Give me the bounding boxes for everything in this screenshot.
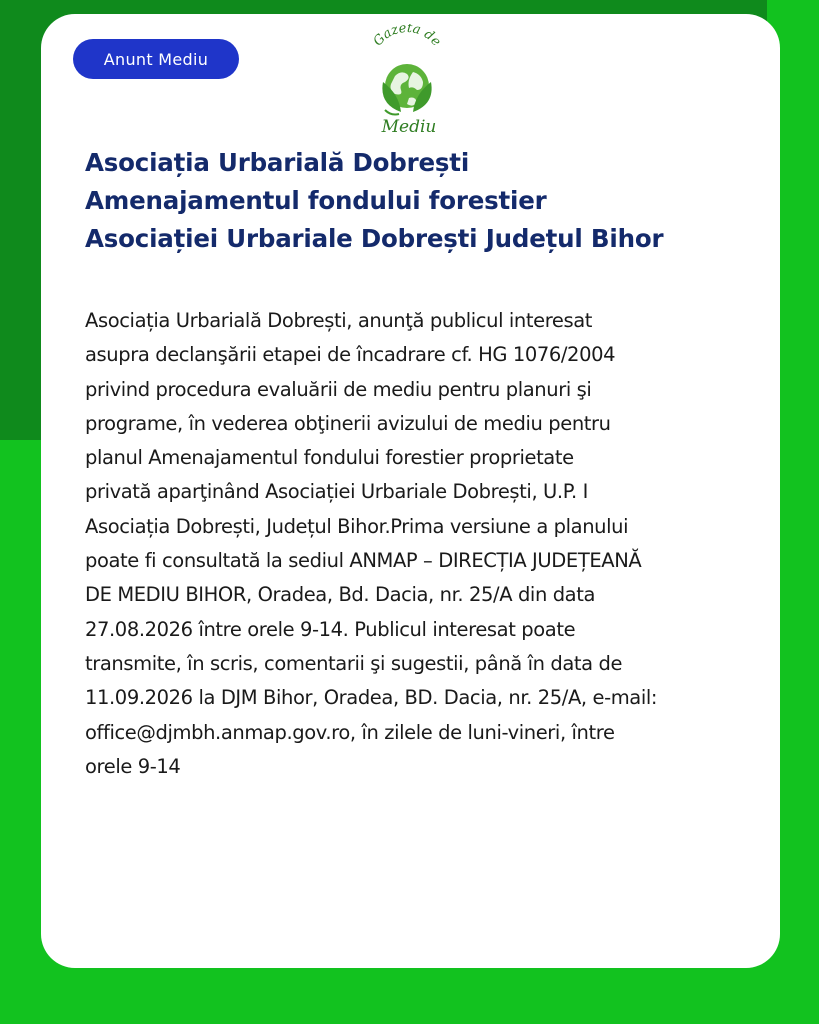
announcement-body (85, 304, 765, 784)
body-line: office@djmbh.anmap.gov.ro, în zilele de luni-vineri, între (85, 720, 615, 744)
title-line: Amenajamentul fondului forestier (85, 186, 547, 215)
body-line: DE MEDIU BIHOR, Oradea, Bd. Dacia, nr. 25/A din data (85, 583, 596, 607)
title-line: Asociația Urbarială Dobrești (85, 148, 470, 177)
body-line: Asociația Dobrești, Județul Bihor.Prima versiune a planului (85, 514, 629, 538)
logo-bottom-text: Mediu (381, 117, 437, 137)
announcement-card (41, 14, 780, 968)
gazeta-de-mediu-logo (355, 24, 459, 140)
body-line: 11.09.2026 la DJM Bihor, Oradea, BD. Dacia, nr. 25/A, e-mail: (85, 686, 658, 710)
logo-top-text: Gazeta de (370, 24, 444, 50)
body-line: poate fi consultată la sediul ANMAP – DIRECȚIA JUDEȚEANĂ (85, 549, 642, 573)
body-line: Asociația Urbarială Dobrești, anunţă publicul interesat (85, 309, 593, 332)
body-line: 27.08.2026 între orele 9-14. Publicul interesat poate (85, 617, 576, 641)
body-line: asupra declanşării etapei de încadrare cf. HG 1076/2004 (85, 343, 616, 367)
category-badge: Anunt Mediu (73, 39, 239, 79)
title-line: Asociației Urbariale Dobrești Județul Bihor (85, 224, 664, 253)
body-line: privind procedura evaluării de mediu pentru planuri şi (85, 377, 592, 401)
announcement-title (85, 144, 765, 258)
body-line: planul Amenajamentul fondului forestier proprietate (85, 446, 574, 470)
svg-text:Gazeta de (371, 24, 444, 50)
body-line: programe, în vederea obţinerii avizului de mediu pentru (85, 411, 611, 435)
body-line: orele 9-14 (85, 754, 181, 778)
body-line: transmite, în scris, comentarii şi sugestii, până în data de (85, 651, 623, 675)
body-line: privată aparţinând Asociației Urbariale Dobrești, U.P. I (85, 480, 588, 504)
